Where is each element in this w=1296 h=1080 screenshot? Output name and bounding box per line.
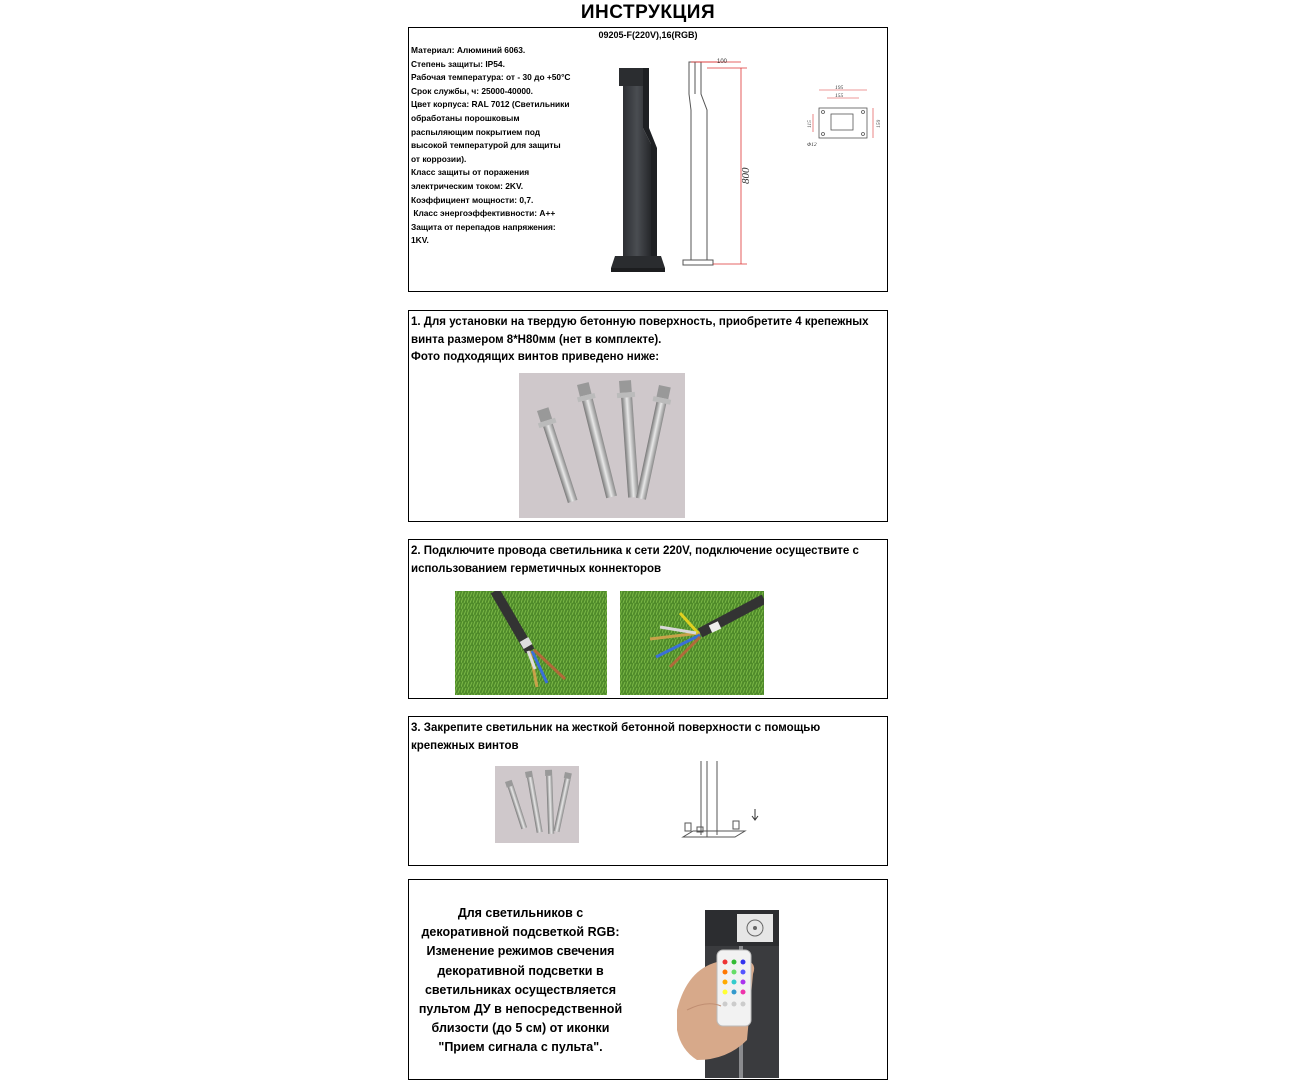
step-3-text: 3. Закрепите светильник на жесткой бетонной поверхности с помощью крепежных винтов: [411, 722, 821, 752]
step-1-line: 1. Для установки на твердую бетонную поверхность, приобретите 4 крепежных винта размером 8*H80мм (нет в комплекте).: [411, 316, 869, 346]
step-3-section: [408, 716, 888, 866]
dim-base-side-inner: 115: [807, 120, 813, 128]
rgb-line: пультом ДУ в непосредственной: [418, 1002, 623, 1017]
rgb-instructions: [412, 904, 629, 1058]
screws-photo-small: [495, 766, 579, 843]
dimension-drawing: [677, 54, 757, 276]
dim-base-outer: 195: [835, 85, 844, 91]
rgb-line: декоративной подсветки в: [437, 963, 604, 978]
spec-section: [408, 27, 888, 292]
model-number: 09205-F(220V),16(RGB): [598, 30, 698, 40]
spec-line: обработаны порошковым: [411, 112, 520, 123]
dim-base-inner: 155: [835, 93, 844, 99]
spec-line: Защита от перепадов напряжения:: [411, 221, 556, 232]
spec-line: распыляющим покрытием под: [411, 126, 541, 137]
spec-line: Коэффициент мощности: 0,7.: [411, 194, 534, 205]
mounting-drawing: [677, 761, 767, 849]
product-photo: [609, 68, 671, 274]
spec-line: 1KV.: [411, 235, 429, 246]
rgb-line: светильниках осуществляется: [424, 982, 617, 997]
dim-height: 800: [740, 167, 752, 184]
step-1-section: [408, 310, 888, 522]
spec-line: Срок службы, ч: 25000-40000.: [411, 85, 534, 96]
spec-line: Класс защиты от поражения: [411, 167, 530, 178]
spec-line: электрическим током: 2KV.: [411, 180, 524, 191]
dim-hole: Φ12: [807, 142, 817, 148]
dim-base-side: 150: [876, 119, 882, 128]
spec-line: Рабочая температура: от - 30 до +50°С: [411, 72, 571, 83]
step-1-text: [411, 314, 885, 367]
rgb-line: Для светильников с: [457, 906, 584, 920]
rgb-section: [408, 879, 888, 1080]
rgb-line: декоративной подсветкой RGB:: [421, 925, 620, 940]
spec-line: Класс энергоэффективности: А++: [411, 208, 556, 219]
spec-line: Степень защиты: IP54.: [411, 58, 505, 69]
rgb-line: близости (до 5 см) от иконки: [431, 1021, 610, 1036]
wiring-photo-1: [455, 591, 607, 695]
screws-photo: [519, 373, 685, 518]
remote-control-photo: [677, 910, 789, 1078]
spec-line: Материал: Алюминий 6063.: [411, 45, 526, 55]
page-title: ИНСТРУКЦИЯ: [580, 2, 716, 23]
step-2-section: [408, 539, 888, 699]
rgb-line: Изменение режимов свечения: [426, 944, 615, 959]
spec-line: высокой температурой для защиты: [411, 140, 561, 151]
step-1-line: Фото подходящих винтов приведено ниже:: [411, 351, 660, 363]
step-2-text: 2. Подключите провода светильника к сети 220V, подключение осуществите с использованием герметичных коннекторов: [411, 545, 859, 575]
base-drawing: [805, 78, 887, 158]
spec-list: [411, 44, 586, 248]
rgb-line: "Прием сигнала с пульта".: [438, 1040, 603, 1055]
wiring-photo-2: [620, 591, 764, 695]
dim-width: 100: [717, 59, 728, 65]
spec-line: Цвет корпуса: RAL 7012 (Светильники: [411, 99, 570, 110]
spec-line: от коррозии).: [411, 153, 467, 164]
